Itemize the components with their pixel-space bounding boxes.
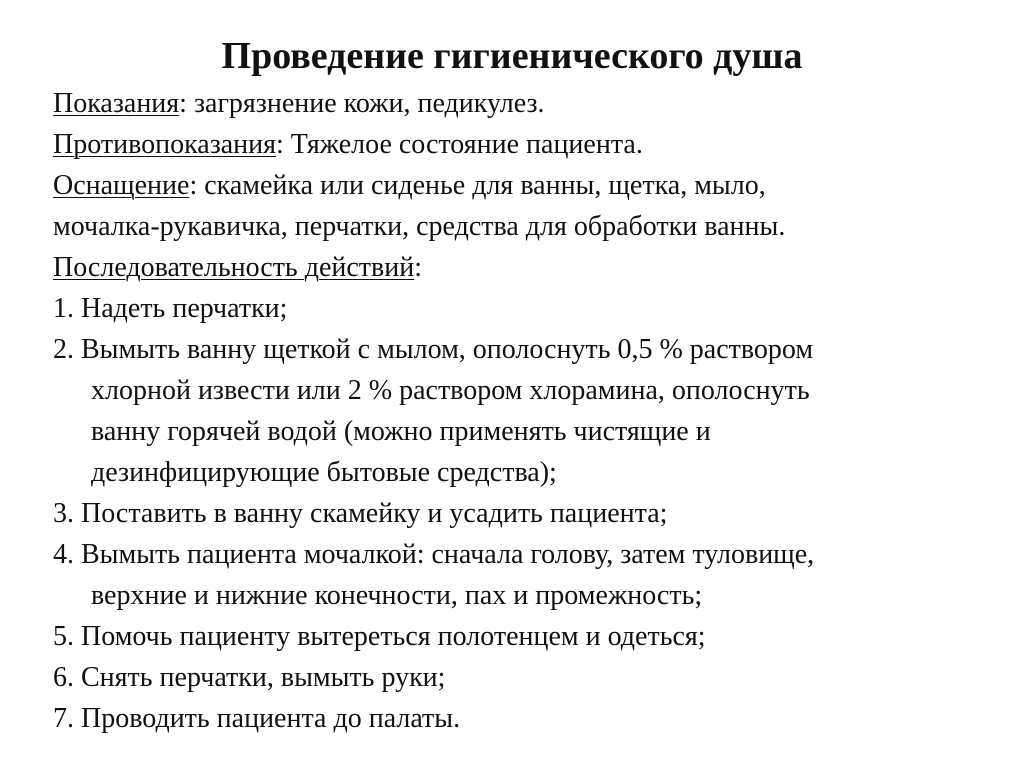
step-line: 1. Надеть перчатки; (53, 293, 288, 324)
step-6 (53, 657, 1013, 698)
step-line-continued: хлорной извести или 2 % раствором хлорамина, ополоснуть (91, 375, 810, 406)
indications-label: Показания (53, 88, 180, 119)
equipment-text: : скамейка или сиденье для ванны, щетка, мыло, (189, 170, 766, 201)
step-2 (53, 329, 1013, 493)
equipment-label: Оснащение (53, 170, 190, 201)
step-5 (53, 616, 1013, 657)
step-3 (53, 493, 1013, 534)
step-4 (53, 534, 1013, 616)
slide-title: Проведение гигиенического душа (221, 35, 803, 77)
equipment-line (53, 165, 1013, 206)
step-7 (53, 698, 1013, 739)
step-line-continued: дезинфицирующие бытовые средства); (91, 457, 557, 488)
sequence-heading (53, 247, 1013, 288)
step-line: 7. Проводить пациента до палаты. (53, 703, 461, 734)
sequence-colon: : (414, 252, 422, 283)
slide-body (53, 83, 1013, 739)
step-line: 3. Поставить в ванну скамейку и усадить пациента; (53, 498, 668, 529)
contraindications-text: : Тяжелое состояние пациента. (276, 129, 643, 160)
indications-line (53, 83, 1013, 124)
sequence-label: Последовательность действий (53, 252, 415, 283)
step-line: 5. Помочь пациенту вытереться полотенцем и одеться; (53, 621, 706, 652)
equipment-line-2 (53, 206, 1013, 247)
step-line: 6. Снять перчатки, вымыть руки; (53, 662, 446, 693)
contraindications-line (53, 124, 1013, 165)
step-line-continued: верхние и нижние конечности, пах и промежность; (91, 580, 703, 611)
equipment-text-continued: мочалка-рукавичка, перчатки, средства для обработки ванны. (53, 211, 786, 242)
contraindications-label: Противопоказания (53, 129, 277, 160)
step-line-continued: ванну горячей водой (можно применять чистящие и (91, 416, 711, 447)
step-1 (53, 288, 1013, 329)
step-line: 4. Вымыть пациента мочалкой: сначала голову, затем туловище, (53, 539, 815, 570)
step-line: 2. Вымыть ванну щеткой с мылом, ополоснуть 0,5 % раствором (53, 334, 814, 365)
indications-text: : загрязнение кожи, педикулез. (179, 88, 545, 119)
